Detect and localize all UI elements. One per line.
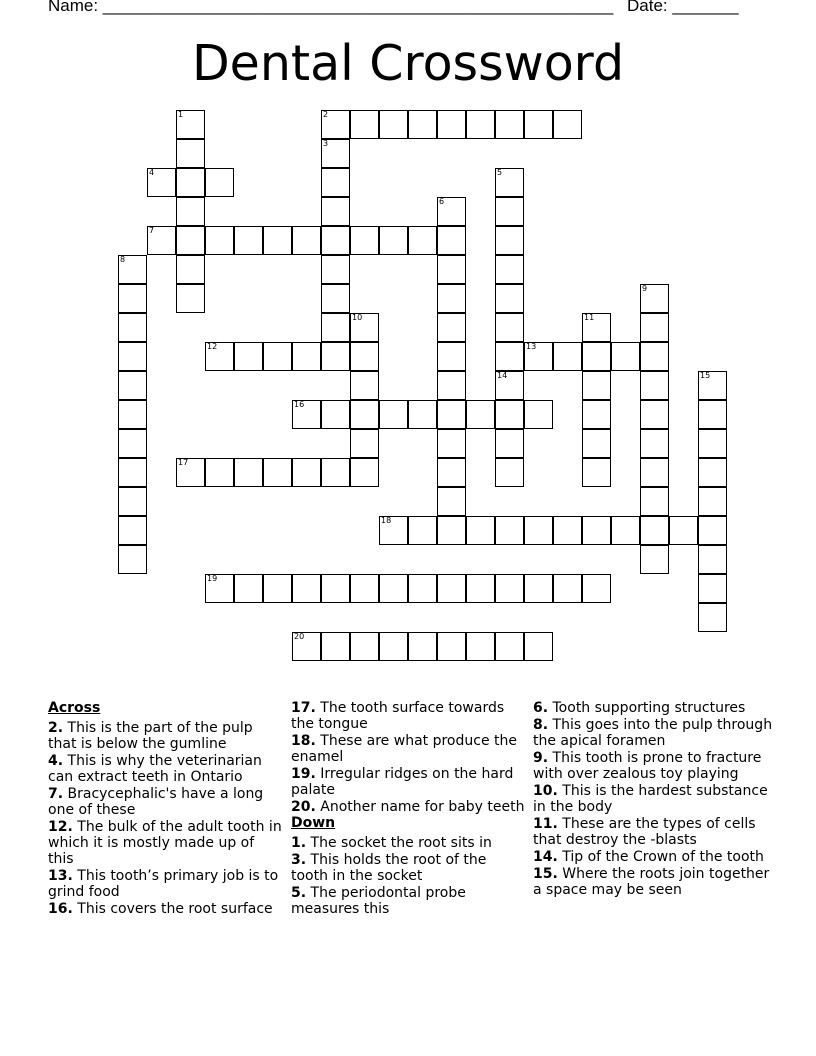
date-field-label: Date: _______ bbox=[627, 0, 739, 15]
grid-cell[interactable] bbox=[698, 545, 727, 574]
grid-cell[interactable] bbox=[321, 458, 350, 487]
grid-cell[interactable] bbox=[321, 226, 350, 255]
across-clue: 17. The tooth surface towards the tongue bbox=[291, 700, 505, 732]
grid-cell[interactable] bbox=[640, 313, 669, 342]
grid-cell[interactable] bbox=[553, 574, 582, 603]
grid-cell[interactable] bbox=[611, 516, 640, 545]
grid-cell[interactable] bbox=[292, 458, 321, 487]
grid-cell[interactable] bbox=[118, 516, 147, 545]
grid-cell[interactable] bbox=[118, 400, 147, 429]
grid-cell[interactable] bbox=[437, 400, 466, 429]
down-clue: 11. These are the types of cells that destroy the -blasts bbox=[533, 816, 756, 848]
grid-cell[interactable] bbox=[524, 342, 553, 371]
across-clue: 19. Irregular ridges on the hard palate bbox=[291, 766, 514, 798]
grid-cell[interactable] bbox=[524, 574, 553, 603]
grid-cell[interactable] bbox=[495, 632, 524, 661]
grid-cell[interactable] bbox=[321, 255, 350, 284]
grid-cell[interactable] bbox=[350, 574, 379, 603]
down-clue: 5. The periodontal probe measures this bbox=[291, 885, 466, 917]
down-clue: 3. This holds the root of the tooth in the socket bbox=[291, 852, 487, 884]
grid-cell[interactable] bbox=[321, 139, 350, 168]
grid-cell[interactable] bbox=[379, 632, 408, 661]
clue-number: 1 bbox=[178, 110, 184, 119]
grid-cell[interactable] bbox=[495, 342, 524, 371]
grid-cell[interactable] bbox=[292, 574, 321, 603]
grid-cell[interactable] bbox=[582, 516, 611, 545]
grid-cell[interactable] bbox=[553, 516, 582, 545]
clue-number: 13 bbox=[526, 342, 537, 351]
grid-cell[interactable] bbox=[582, 342, 611, 371]
grid-cell[interactable] bbox=[118, 313, 147, 342]
down-clue: 15. Where the roots join together a space may be seen bbox=[533, 866, 770, 898]
grid-cell[interactable] bbox=[118, 545, 147, 574]
grid-cell[interactable] bbox=[437, 313, 466, 342]
clue-column-3 bbox=[533, 700, 773, 898]
down-clue: 10. This is the hardest substance in the body bbox=[533, 783, 768, 815]
grid-cell[interactable] bbox=[234, 458, 263, 487]
grid-cell[interactable] bbox=[640, 516, 669, 545]
grid-cell[interactable] bbox=[321, 342, 350, 371]
clue-number: 18 bbox=[381, 516, 392, 525]
grid-cell[interactable] bbox=[437, 371, 466, 400]
grid-cell[interactable] bbox=[321, 284, 350, 313]
clue-column-2 bbox=[291, 700, 525, 917]
grid-cell[interactable] bbox=[321, 400, 350, 429]
grid-cell[interactable] bbox=[205, 168, 234, 197]
down-clue: 9. This tooth is prone to fracture with over zealous toy playing bbox=[533, 750, 762, 782]
clue-number: 17 bbox=[178, 458, 189, 467]
grid-cell[interactable] bbox=[437, 516, 466, 545]
clue-number: 6 bbox=[439, 197, 445, 206]
across-heading: Across bbox=[48, 700, 101, 716]
across-clue: 18. These are what produce the enamel bbox=[291, 733, 517, 765]
across-clue: 4. This is why the veterinarian can extract teeth in Ontario bbox=[48, 753, 262, 785]
down-clue: 6. Tooth supporting structures bbox=[533, 700, 746, 716]
grid-cell[interactable] bbox=[379, 110, 408, 139]
grid-cell[interactable] bbox=[437, 110, 466, 139]
grid-cell[interactable] bbox=[524, 400, 553, 429]
grid-cell[interactable] bbox=[379, 400, 408, 429]
down-clue: 8. This goes into the pulp through the apical foramen bbox=[533, 717, 773, 749]
grid-cell[interactable] bbox=[176, 139, 205, 168]
grid-cell[interactable] bbox=[350, 632, 379, 661]
grid-cell[interactable] bbox=[698, 574, 727, 603]
grid-cell[interactable] bbox=[147, 226, 176, 255]
grid-cell[interactable] bbox=[437, 458, 466, 487]
grid-cell[interactable] bbox=[640, 487, 669, 516]
grid-cell[interactable] bbox=[292, 226, 321, 255]
clue-number: 20 bbox=[294, 632, 305, 641]
down-clue: 1. The socket the root sits in bbox=[291, 835, 492, 851]
grid-cell[interactable] bbox=[582, 371, 611, 400]
grid-cell[interactable] bbox=[495, 516, 524, 545]
grid-cell[interactable] bbox=[495, 400, 524, 429]
grid-cell[interactable] bbox=[495, 110, 524, 139]
grid-cell[interactable] bbox=[495, 458, 524, 487]
grid-cell[interactable] bbox=[495, 574, 524, 603]
grid-cell[interactable] bbox=[437, 284, 466, 313]
grid-cell[interactable] bbox=[640, 545, 669, 574]
grid-cell[interactable] bbox=[698, 458, 727, 487]
grid-cell[interactable] bbox=[495, 255, 524, 284]
grid-cell[interactable] bbox=[524, 632, 553, 661]
grid-cell[interactable] bbox=[321, 574, 350, 603]
grid-cell[interactable] bbox=[292, 632, 321, 661]
name-field-label: Name: ______________________________________________________ bbox=[48, 0, 614, 15]
grid-cell[interactable] bbox=[495, 197, 524, 226]
grid-cell[interactable] bbox=[466, 516, 495, 545]
grid-cell[interactable] bbox=[176, 226, 205, 255]
grid-cell[interactable] bbox=[524, 516, 553, 545]
grid-cell[interactable] bbox=[118, 342, 147, 371]
grid-cell[interactable] bbox=[495, 429, 524, 458]
grid-cell[interactable] bbox=[466, 110, 495, 139]
grid-cell[interactable] bbox=[118, 255, 147, 284]
grid-cell[interactable] bbox=[379, 574, 408, 603]
grid-cell[interactable] bbox=[408, 574, 437, 603]
across-clue: 12. The bulk of the adult tooth in which it is mostly made up of this bbox=[48, 819, 282, 867]
grid-cell[interactable] bbox=[698, 400, 727, 429]
grid-cell[interactable] bbox=[205, 226, 234, 255]
grid-cell[interactable] bbox=[408, 516, 437, 545]
clue-number: 8 bbox=[120, 255, 126, 264]
grid-cell[interactable] bbox=[234, 574, 263, 603]
grid-cell[interactable] bbox=[118, 284, 147, 313]
grid-cell[interactable] bbox=[582, 458, 611, 487]
grid-cell[interactable] bbox=[582, 429, 611, 458]
clue-number: 11 bbox=[584, 313, 595, 322]
across-clue: 20. Another name for baby teeth bbox=[291, 799, 525, 815]
grid-cell[interactable] bbox=[698, 516, 727, 545]
grid-cell[interactable] bbox=[495, 371, 524, 400]
clue-number: 15 bbox=[700, 371, 711, 380]
grid-cell[interactable] bbox=[350, 458, 379, 487]
grid-cell[interactable] bbox=[350, 313, 379, 342]
clue-number: 12 bbox=[207, 342, 218, 351]
clue-number: 7 bbox=[149, 226, 155, 235]
grid-cell[interactable] bbox=[292, 342, 321, 371]
grid-cell[interactable] bbox=[640, 400, 669, 429]
grid-cell[interactable] bbox=[321, 110, 350, 139]
grid-cell[interactable] bbox=[553, 342, 582, 371]
grid-cell[interactable] bbox=[698, 429, 727, 458]
clue-number: 19 bbox=[207, 574, 218, 583]
grid-cell[interactable] bbox=[263, 458, 292, 487]
grid-cell[interactable] bbox=[118, 487, 147, 516]
grid-cell[interactable] bbox=[234, 342, 263, 371]
grid-cell[interactable] bbox=[437, 487, 466, 516]
grid-cell[interactable] bbox=[263, 574, 292, 603]
grid-cell[interactable] bbox=[321, 197, 350, 226]
grid-cell[interactable] bbox=[176, 197, 205, 226]
grid-cell[interactable] bbox=[408, 400, 437, 429]
grid-cell[interactable] bbox=[408, 226, 437, 255]
grid-cell[interactable] bbox=[553, 110, 582, 139]
grid-cell[interactable] bbox=[408, 632, 437, 661]
grid-cell[interactable] bbox=[321, 632, 350, 661]
grid-cell[interactable] bbox=[466, 400, 495, 429]
grid-cell[interactable] bbox=[263, 342, 292, 371]
grid-cell[interactable] bbox=[582, 574, 611, 603]
grid-cell[interactable] bbox=[495, 168, 524, 197]
clue-number: 10 bbox=[352, 313, 363, 322]
grid-cell[interactable] bbox=[437, 255, 466, 284]
grid-cell[interactable] bbox=[321, 313, 350, 342]
grid-cell[interactable] bbox=[524, 110, 553, 139]
grid-cell[interactable] bbox=[205, 574, 234, 603]
grid-cell[interactable] bbox=[176, 168, 205, 197]
clue-number: 9 bbox=[642, 284, 648, 293]
down-heading: Down bbox=[291, 815, 336, 831]
grid-cell[interactable] bbox=[176, 458, 205, 487]
grid-cell[interactable] bbox=[263, 226, 292, 255]
clue-number: 5 bbox=[497, 168, 503, 177]
across-clue: 2. This is the part of the pulp that is below the gumline bbox=[48, 720, 253, 752]
clue-number: 14 bbox=[497, 371, 508, 380]
clue-number: 3 bbox=[323, 139, 329, 148]
grid-cell[interactable] bbox=[350, 226, 379, 255]
grid-cell[interactable] bbox=[118, 458, 147, 487]
grid-cell[interactable] bbox=[640, 284, 669, 313]
down-clue: 14. Tip of the Crown of the tooth bbox=[533, 849, 764, 865]
grid-cell[interactable] bbox=[379, 516, 408, 545]
grid-cell[interactable] bbox=[640, 458, 669, 487]
grid-cell[interactable] bbox=[698, 487, 727, 516]
grid-cell[interactable] bbox=[437, 342, 466, 371]
grid-cell[interactable] bbox=[437, 574, 466, 603]
grid-cell[interactable] bbox=[466, 632, 495, 661]
grid-cell[interactable] bbox=[118, 371, 147, 400]
grid-cell[interactable] bbox=[495, 226, 524, 255]
grid-cell[interactable] bbox=[640, 429, 669, 458]
grid-cell[interactable] bbox=[205, 342, 234, 371]
clue-number: 4 bbox=[149, 168, 155, 177]
grid-cell[interactable] bbox=[176, 110, 205, 139]
grid-cell[interactable] bbox=[321, 168, 350, 197]
grid-cell[interactable] bbox=[437, 197, 466, 226]
grid-cell[interactable] bbox=[611, 342, 640, 371]
grid-cell[interactable] bbox=[466, 574, 495, 603]
grid-cell[interactable] bbox=[408, 110, 437, 139]
across-clue: 7. Bracycephalic's have a long one of these bbox=[48, 786, 264, 818]
grid-cell[interactable] bbox=[437, 226, 466, 255]
grid-cell[interactable] bbox=[437, 632, 466, 661]
grid-cell[interactable] bbox=[350, 400, 379, 429]
grid-cell[interactable] bbox=[495, 284, 524, 313]
grid-cell[interactable] bbox=[379, 226, 408, 255]
grid-cell[interactable] bbox=[350, 429, 379, 458]
clue-number: 2 bbox=[323, 110, 329, 119]
grid-cell[interactable] bbox=[205, 458, 234, 487]
grid-cell[interactable] bbox=[292, 400, 321, 429]
grid-cell[interactable] bbox=[669, 516, 698, 545]
grid-cell[interactable] bbox=[582, 313, 611, 342]
grid-cell[interactable] bbox=[437, 429, 466, 458]
grid-cell[interactable] bbox=[176, 284, 205, 313]
grid-cell[interactable] bbox=[698, 371, 727, 400]
grid-cell[interactable] bbox=[350, 110, 379, 139]
grid-cell[interactable] bbox=[176, 255, 205, 284]
clue-number: 16 bbox=[294, 400, 305, 409]
page-title: Dental Crossword bbox=[191, 35, 625, 92]
grid-cell[interactable] bbox=[640, 371, 669, 400]
grid-cell[interactable] bbox=[698, 603, 727, 632]
clue-column-1 bbox=[48, 700, 283, 917]
across-clue: 16. This covers the root surface bbox=[48, 901, 273, 917]
grid-cell[interactable] bbox=[350, 342, 379, 371]
across-clue: 13. This tooth’s primary job is to grind food bbox=[48, 868, 279, 900]
grid-cell[interactable] bbox=[147, 168, 176, 197]
grid-cell[interactable] bbox=[582, 400, 611, 429]
grid-cell[interactable] bbox=[640, 342, 669, 371]
grid-cell[interactable] bbox=[234, 226, 263, 255]
grid-cell[interactable] bbox=[495, 313, 524, 342]
grid-cell[interactable] bbox=[350, 371, 379, 400]
grid-cell[interactable] bbox=[118, 429, 147, 458]
